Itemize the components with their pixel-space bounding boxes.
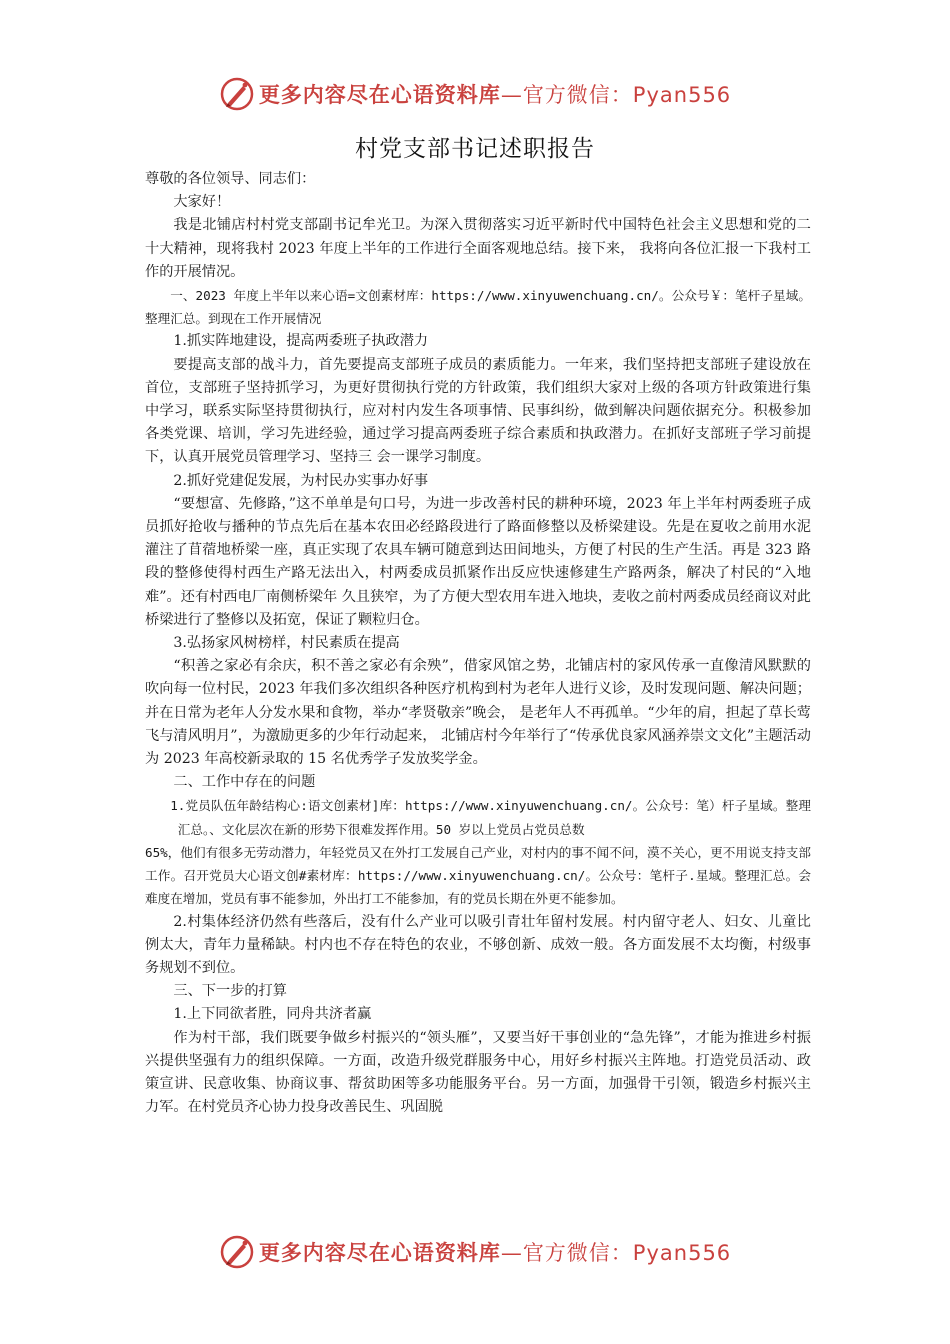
- section-2-item-1-heading: 1.党员队伍年龄结构心:语文创素材]库：https://www.xinyuwenchuang.cn/。公众号：笔）杆子星域。整理汇总。、文化层次在新的形势下很难发挥作用。50 岁以上党员占党员总数: [170, 798, 811, 837]
- section-1-item-1-heading: 1.抓实阵地建设，提高两委班子执政潜力: [173, 333, 429, 350]
- footer-banner: [0, 1230, 950, 1274]
- banner-text: [259, 79, 731, 109]
- banner-text: [259, 1237, 731, 1267]
- section-1-item-2-heading: 2.抓好党建促发展，为村民办实事办好事: [173, 472, 429, 489]
- banner-brand: 更多内容尽在心语资料库: [258, 1241, 501, 1265]
- banner-wechat: 官方微信：Pyan556: [522, 1241, 732, 1265]
- section-1-item-1-body: 要提高支部的战斗力，首先要提高支部班子成员的素质能力。一年来，我们坚持把支部班子建设放在首位，支部班子坚持抓学习，为更好贯彻执行党的方针政策，我们组织大家对上级的各项方针政策进行集中学习，联系实际坚持贯彻执行，应对村内发生各项事情、民事纠纷，做到解决问题依据充分。积极参加各类党课、培训，学习先进经验，通过学习提高两委班子综合素质和执政潜力。在抓好支部班子学习前提下，认真开展党员管理学习、坚持三 会一课学习制度。: [145, 356, 811, 466]
- section-2-item-1-body: 65%，他们有很多无劳动潜力，年轻党员又在外打工发展自己产业，对村内的事不闻不问，漠不关心，更不用说支持支部工作。召开党员大心语文创#素材库：https://www.xinyuwenchuang.cn/。公众号：笔杆子.星域。整理汇总。会难度在增加，党员有事不能参加，外出打工不能参加，有的党员长期在外更不能参加。: [145, 844, 811, 907]
- banner-dash: —: [500, 83, 523, 107]
- pen-in-circle-logo-icon: [219, 76, 255, 112]
- document-body: [145, 168, 811, 1119]
- section-1-item-2-body: “要想富、先修路，”这不单单是句口号，为进一步改善村民的耕种环境，2023 年上半年村两委班子成员抓好抢收与播种的节点先后在基本农田必经路段进行了路面修整以及桥梁建设。先是在夏收之前用水泥灌注了苜蓿地桥梁一座，真正实现了农具车辆可随意到达田间地头，方便了村民的生产生活。再是 323 路段的整修使得村西生产路无法出入，村两委成员抓紧作出反应快速修建生产路两条，解决了村民的“入地难”。还有村西电厂南侧桥梁年 久且狭窄，为了方便大型农用车进入地块，麦收之前村两委成员经商议对此桥梁进行了整修以及拓宽，保证了颗粒归仓。: [145, 495, 811, 628]
- section-3-heading: 三、下一步的打算: [173, 983, 287, 1000]
- section-1-item-3-body: “积善之家必有余庆，积不善之家必有余殃”，借家风馆之势，北铺店村的家风传承一直像清风默默的吹向每一位村民，2023 年我们多次组织各种医疗机构到村为老年人进行义诊，及时发现问题、解决问题；并在日常为老年人分发水果和食物，举办“孝贤敬亲”晚会， 是老年人不再孤单。“少年的肩，担起了草长莺飞与清风明月”，为激励更多的少年行动起来， 北铺店村今年举行了“传承优良家风涵养崇文文化”主题活动为 2023 年高校新录取的 15 名优秀学子发放奖学金。: [145, 658, 811, 768]
- section-3-item-1-body: 作为村干部，我们既要争做乡村振兴的“领头雁”，又要当好干事创业的“急先锋”，才能为推进乡村振兴提供坚强有力的组织保障。一方面，改造升级党群服务中心，用好乡村振兴主阵地。打造党员活动、政策宣讲、民意收集、协商议事、帮贫助困等多功能服务平台。另一方面，加强骨干引领，锻造乡村振兴主力军。在村党员齐心协力投身改善民生、巩固脱: [145, 1029, 811, 1116]
- salutation: 尊敬的各位领导、同志们：: [145, 171, 316, 187]
- section-1-heading: 一、2023 年度上半年以来心语=文创素材库：https://www.xinyuwenchuang.cn/。公众号￥：笔杆子星域。整理汇总。到现在工作开展情况: [145, 288, 811, 327]
- banner-dash: —: [500, 1241, 523, 1265]
- banner-wechat: 官方微信：Pyan556: [522, 83, 732, 107]
- section-2-heading: 二、工作中存在的问题: [173, 774, 316, 791]
- section-3-item-1-heading: 1.上下同欲者胜，同舟共济者赢: [173, 1006, 372, 1023]
- section-1-item-3-heading: 3.弘扬家风树榜样，村民素质在提高: [173, 635, 400, 652]
- banner-brand: 更多内容尽在心语资料库: [258, 83, 501, 107]
- pen-in-circle-logo-icon: [219, 1234, 255, 1270]
- section-2-item-2-body: 2.村集体经济仍然有些落后，没有什么产业可以吸引青壮年留村发展。村内留守老人、妇女、儿童比例太大，青年力量稀缺。村内也不存在特色的农业，不够创新、成效一般。各方面发展不太均衡，村级事务规划不到位。: [145, 913, 811, 976]
- page-title: 村党支部书记述职报告: [355, 136, 595, 162]
- header-banner: [0, 72, 950, 116]
- greeting: 大家好！: [173, 194, 231, 211]
- intro-paragraph: 我是北铺店村村党支部副书记牟光卫。为深入贯彻落实习近平新时代中国特色社会主义思想和党的二十大精神，现将我村 2023 年度上半年的工作进行全面客观地总结。接下来， 我将向各位汇报一下我村工作的开展情况。: [145, 217, 811, 280]
